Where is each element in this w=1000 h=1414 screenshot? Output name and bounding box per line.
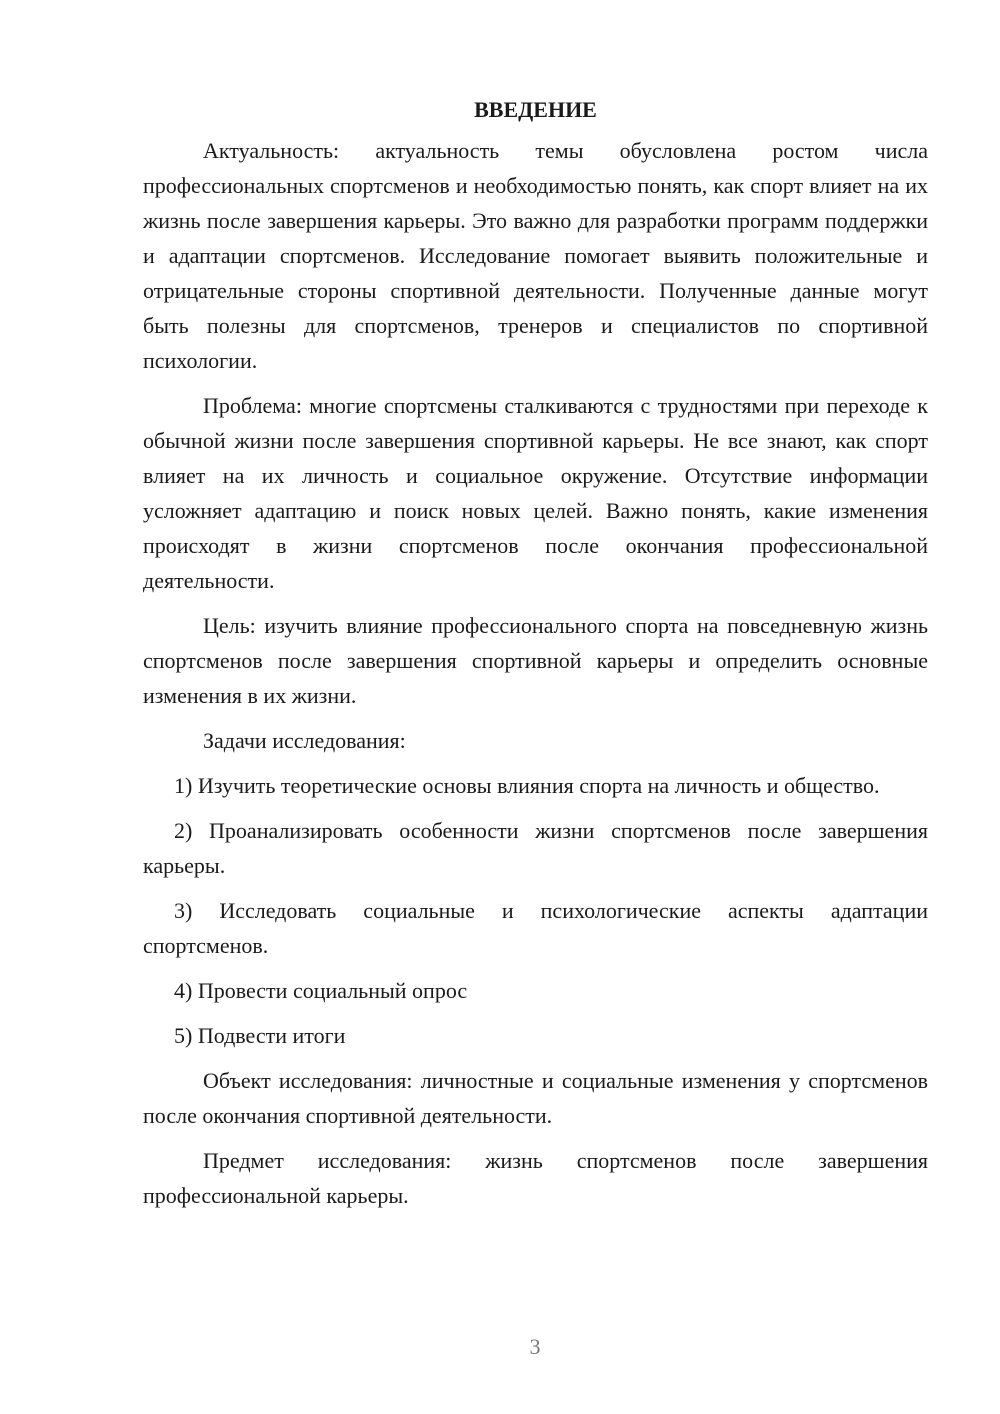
- list-item-task-1: 1) Изучить теоретические основы влияния спорта на личность и общество.: [174, 773, 880, 798]
- tasks-heading: Задачи исследования:: [203, 728, 406, 753]
- section-title: ВВЕДЕНИЕ: [474, 97, 597, 122]
- paragraph-relevance: Актуальность: актуальность темы обусловлена ростом числа профессиональных спортсменов и необходимостью понять, как спорт влияет на их жизнь после завершения карьеры. Это важно для разработки программ поддержки и адаптации спортсменов. Исследование помогает выявить положительные и отрицательные стороны спортивной деятельности. Полученные данные могут быть полезны для спортсменов, тренеров и специалистов по спортивной психологии.: [143, 138, 928, 373]
- paragraph-subject: Предмет исследования: жизнь спортсменов после завершения профессиональной карьеры.: [143, 1148, 928, 1208]
- list-item-task-3: 3) Исследовать социальные и психологические аспекты адаптации спортсменов.: [143, 898, 928, 958]
- list-item-task-4: 4) Провести социальный опрос: [174, 978, 468, 1003]
- paragraph-object: Объект исследования: личностные и социальные изменения у спортсменов после окончания спортивной деятельности.: [143, 1068, 928, 1128]
- page-number: 3: [529, 1334, 541, 1359]
- paragraph-goal: Цель: изучить влияние профессионального спорта на повседневную жизнь спортсменов после завершения спортивной карьеры и определить основные изменения в их жизни.: [143, 613, 928, 708]
- list-item-task-5: 5) Подвести итоги: [174, 1023, 346, 1048]
- document-page: [143, 95, 928, 1223]
- tasks-list: [143, 768, 928, 1053]
- list-item-task-2: 2) Проанализировать особенности жизни спортсменов после завершения карьеры.: [143, 818, 928, 878]
- paragraph-problem: Проблема: многие спортсмены сталкиваются с трудностями при переходе к обычной жизни после завершения спортивной карьеры. Не все знают, как спорт влияет на их личность и социальное окружение. Отсутствие информации усложняет адаптацию и поиск новых целей. Важно понять, какие изменения происходят в жизни спортсменов после окончания профессиональной деятельности.: [143, 393, 928, 593]
